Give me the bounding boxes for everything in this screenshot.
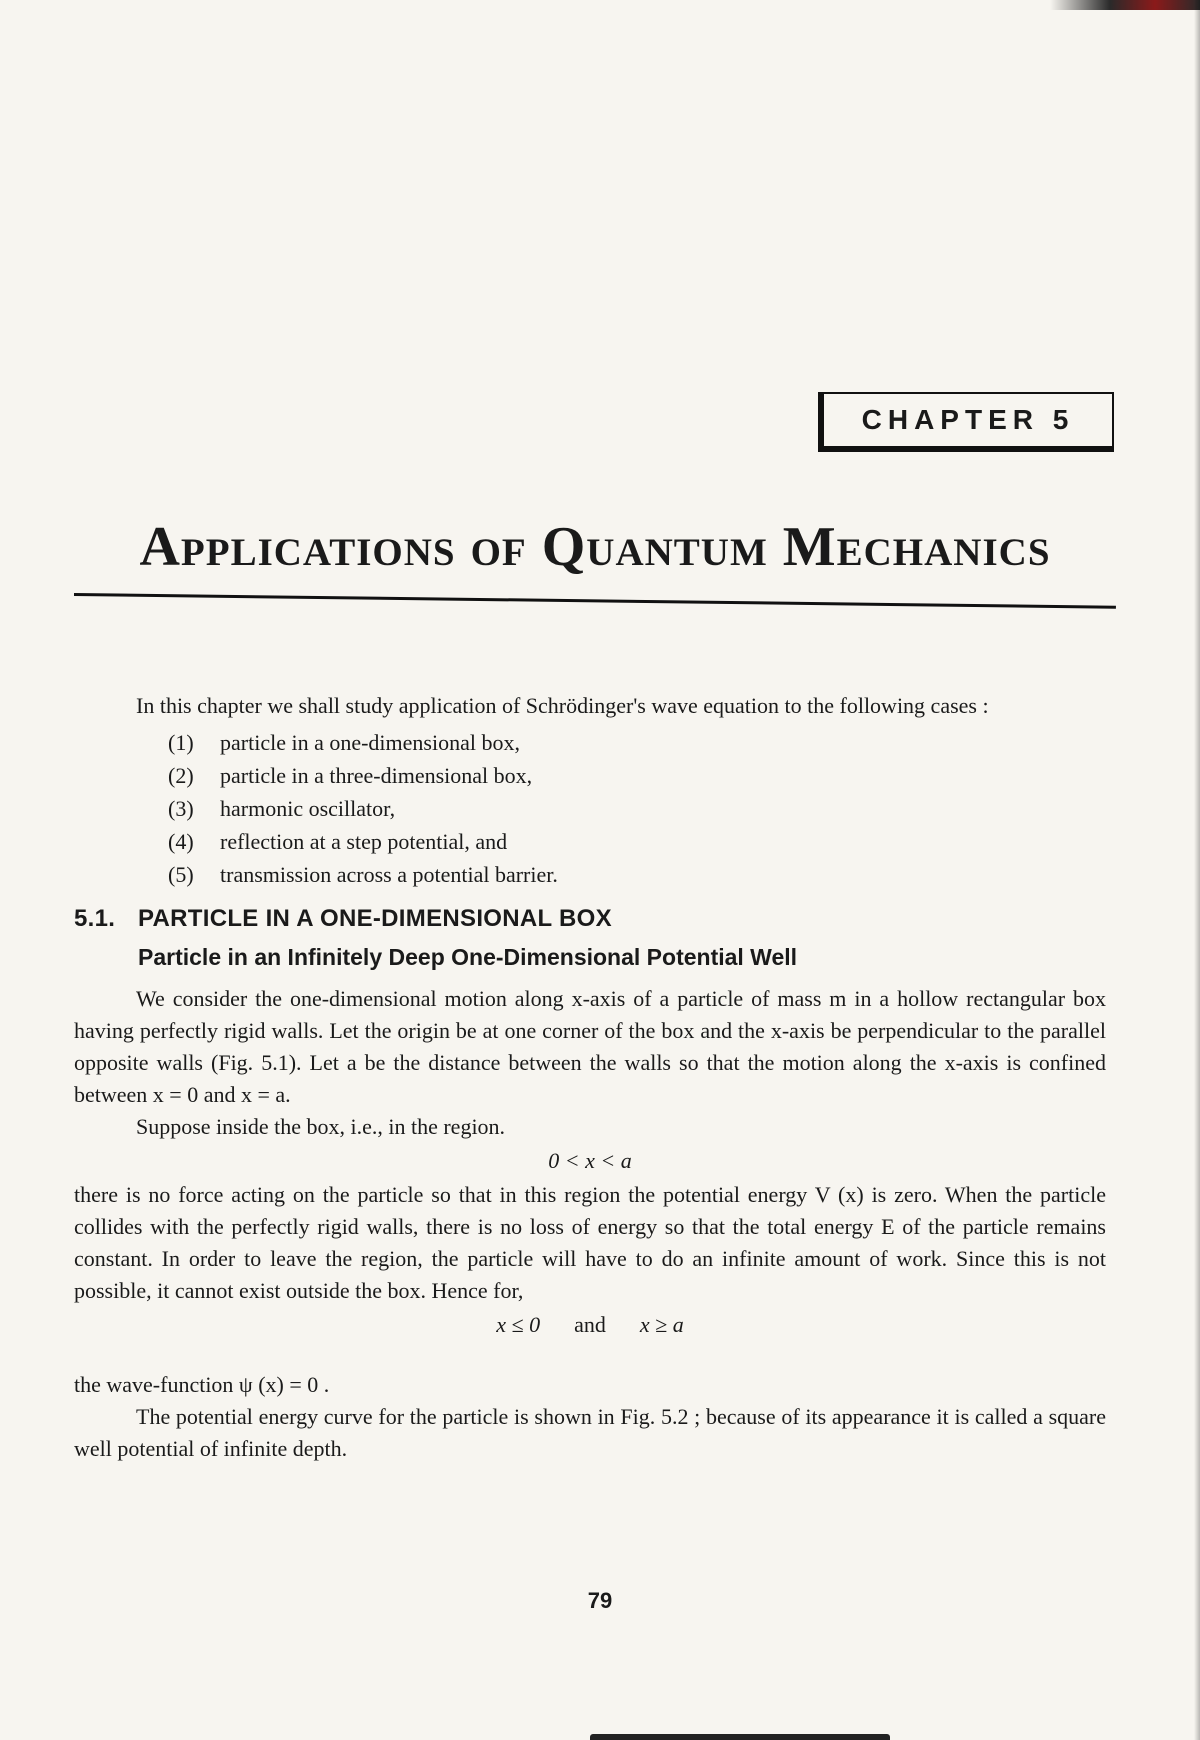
equation-boundary bbox=[74, 1309, 1106, 1341]
list-item-text: harmonic oscillator, bbox=[220, 796, 396, 821]
paragraph-square-well: The potential energy curve for the particle is shown in Fig. 5.2 ; because of its appearance it is called a square well potential of infinite depth. bbox=[74, 1404, 1106, 1461]
page-bottom-edge bbox=[590, 1734, 890, 1740]
chapter-title: Applications of Quantum Mechanics bbox=[139, 516, 1051, 578]
section-number: 5.1. bbox=[74, 905, 116, 932]
chapter-label: CHAPTER 5 bbox=[818, 392, 1114, 452]
equation-right: x ≥ a bbox=[639, 1312, 684, 1337]
equation-left: x ≤ 0 bbox=[496, 1312, 541, 1337]
section-title: PARTICLE IN A ONE-DIMENSIONAL BOX bbox=[138, 905, 612, 932]
page-number: 79 bbox=[587, 1588, 613, 1613]
list-item-number: (5) bbox=[168, 862, 194, 887]
list-item-text: transmission across a potential barrier. bbox=[220, 862, 558, 887]
list-item-text: reflection at a step potential, and bbox=[220, 829, 508, 854]
title-rule bbox=[74, 593, 1116, 609]
page-top-edge bbox=[1050, 0, 1200, 10]
paragraph-wavefunction: the wave-function ψ (x) = 0 . bbox=[74, 1372, 330, 1397]
list-item bbox=[168, 792, 1106, 825]
equation-region: 0 < x < a bbox=[548, 1148, 632, 1173]
list-item-number: (3) bbox=[168, 796, 194, 821]
paragraph-potential: there is no force acting on the particle so that in this region the potential energy V (x) is zero. When the particle collides with the perfectly rigid walls, there is no loss of energy so that the total energy E of the particle remains constant. In order to leave the region, the particle will have to do an infinite amount of work. Since this is not possible, it cannot exist outside the box. Hence for, bbox=[74, 1182, 1106, 1303]
list-item-text: particle in a one-dimensional box, bbox=[220, 730, 520, 755]
cases-list bbox=[74, 726, 1106, 891]
equation-and: and bbox=[574, 1312, 606, 1337]
list-item-number: (1) bbox=[168, 730, 194, 755]
list-item bbox=[168, 825, 1106, 858]
paragraph-motion: We consider the one-dimensional motion along x-axis of a particle of mass m in a hollow rectangular box having perfectly rigid walls. Let the origin be at one corner of the box and the x-axis be perpendicular to the parallel opposite walls (Fig. 5.1). Let a be the distance between the walls so that the motion along the x-axis is confined between x = 0 and x = a. bbox=[74, 986, 1106, 1107]
subsection-heading: Particle in an Infinitely Deep One-Dimensional Potential Well bbox=[138, 944, 798, 970]
section-heading bbox=[74, 903, 1106, 935]
paragraph-region: Suppose inside the box, i.e., in the region. bbox=[136, 1114, 506, 1139]
intro-paragraph: In this chapter we shall study application of Schrödinger's wave equation to the following cases : bbox=[136, 693, 989, 718]
list-item-number: (4) bbox=[168, 829, 194, 854]
list-item bbox=[168, 726, 1106, 759]
page-content bbox=[74, 690, 1106, 1465]
list-item bbox=[168, 858, 1106, 891]
page-right-edge bbox=[1194, 0, 1200, 1740]
list-item bbox=[168, 759, 1106, 792]
list-item-text: particle in a three-dimensional box, bbox=[220, 763, 533, 788]
list-item-number: (2) bbox=[168, 763, 194, 788]
